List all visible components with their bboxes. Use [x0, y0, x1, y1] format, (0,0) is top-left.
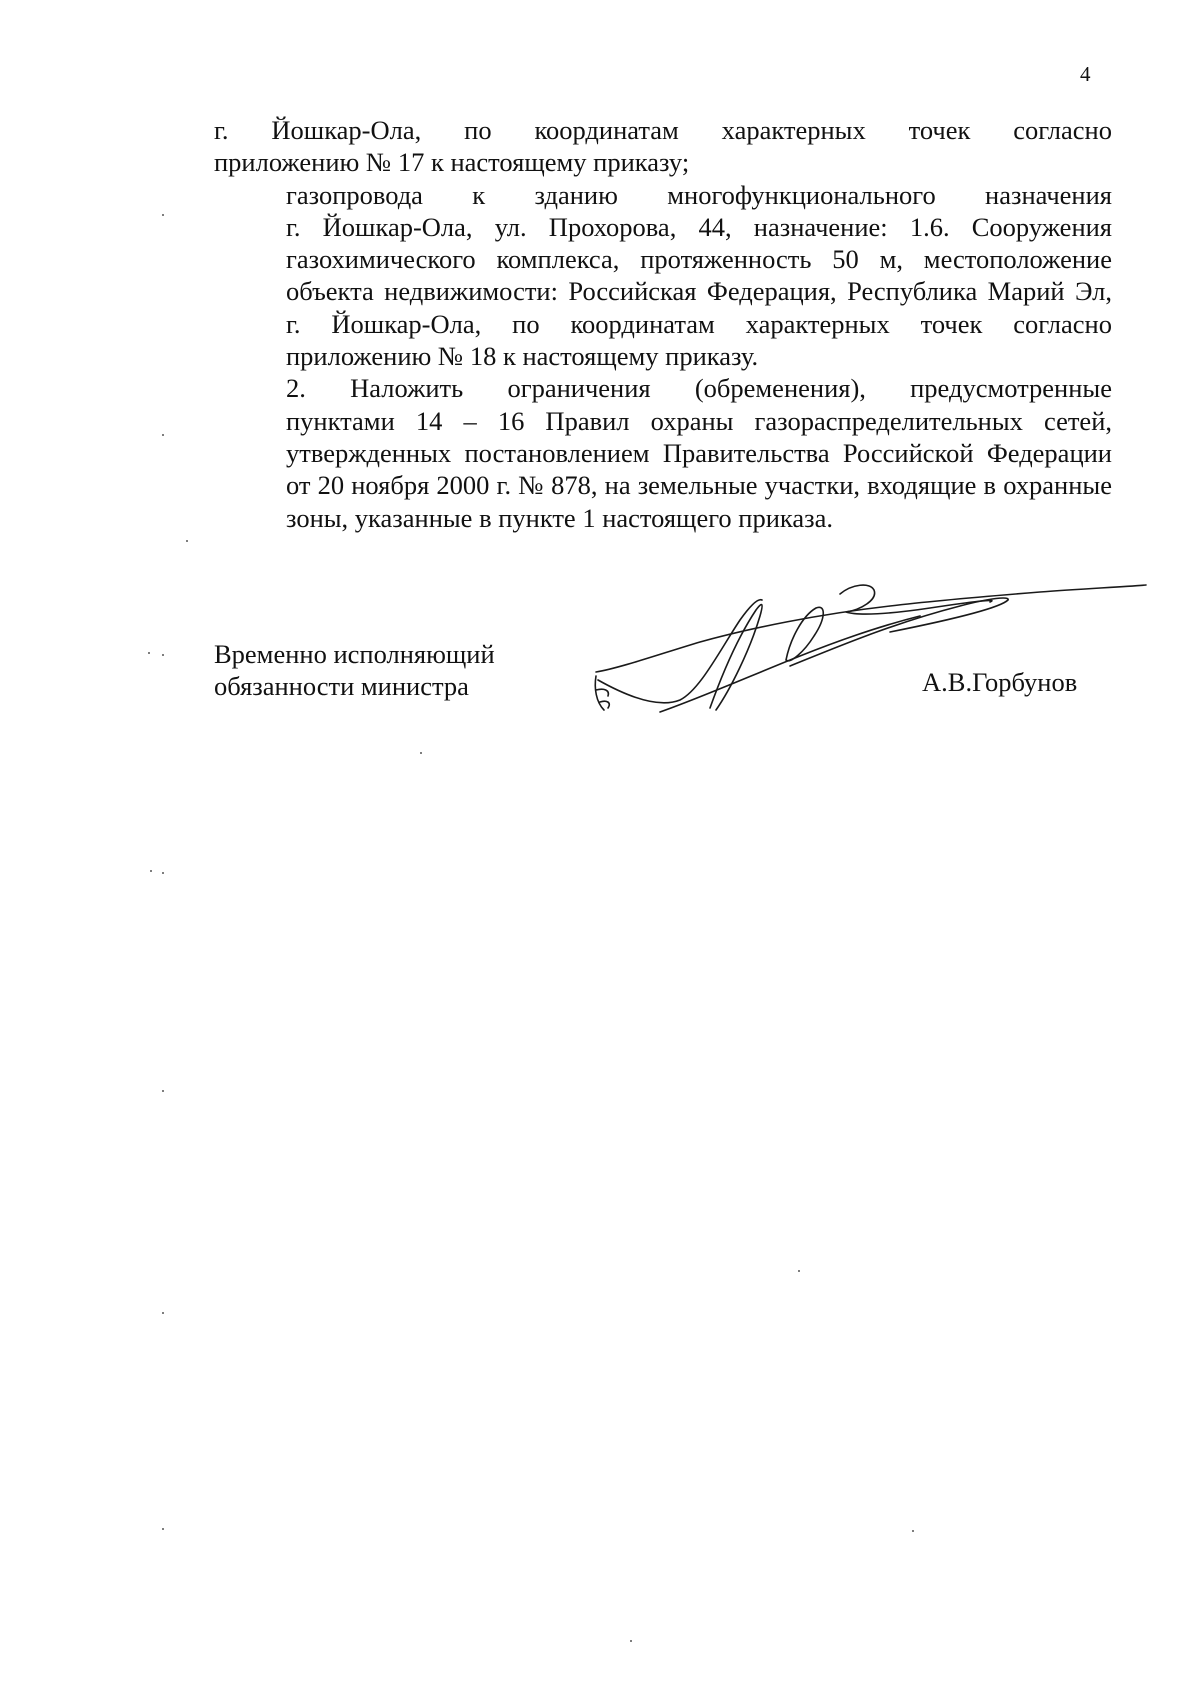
scan-speck — [162, 872, 164, 874]
scan-speck — [420, 752, 422, 754]
paragraph-item-2 — [214, 372, 1112, 533]
scan-speck — [798, 1270, 800, 1272]
text-line: зоны, указанные в пункте 1 настоящего приказа. — [286, 502, 834, 533]
text-line: приложению № 17 к настоящему приказу; — [214, 147, 690, 178]
text-line: газохимического комплекса, протяженность 50 м, местоположение — [286, 244, 1112, 275]
scan-speck — [186, 540, 188, 542]
page-number: 4 — [1080, 62, 1091, 86]
scan-speck — [162, 654, 164, 656]
paragraph-continuation — [214, 114, 1112, 179]
scan-speck — [162, 214, 164, 216]
text-line: г. Йошкар-Ола, по координатам характерных точек согласно — [286, 308, 1112, 339]
text-line: 2. Наложить ограничения (обременения), предусмотренные — [286, 373, 1112, 404]
scan-speck — [162, 1528, 164, 1530]
scan-speck — [162, 434, 164, 436]
position-line-1: Временно исполняющий — [214, 639, 495, 669]
text-line: приложению № 18 к настоящему приказу. — [286, 341, 759, 372]
text-line: от 20 ноября 2000 г. № 878, на земельные участки, входящие в охранные — [286, 470, 1112, 501]
scan-speck — [148, 652, 150, 654]
scan-speck — [150, 870, 152, 872]
text-line: пунктами 14 – 16 Правил охраны газораспределительных сетей, — [286, 405, 1112, 436]
text-line: газопровода к зданию многофункционального назначения — [286, 179, 1112, 210]
document-body — [214, 114, 1112, 534]
scan-speck — [630, 1640, 632, 1642]
scan-speck — [162, 1090, 164, 1092]
text-line: утвержденных постановлением Правительства Российской Федерации — [286, 437, 1112, 468]
signer-name: А.В.Горбунов — [922, 667, 1078, 697]
paragraph-gas-pipeline — [214, 179, 1112, 373]
scan-speck — [162, 1312, 164, 1314]
text-line: объекта недвижимости: Российская Федерация, Республика Марий Эл, — [286, 276, 1112, 307]
text-line: г. Йошкар-Ола, ул. Прохорова, 44, назначение: 1.6. Сооружения — [286, 211, 1112, 242]
position-line-2: обязанности министра — [214, 671, 469, 702]
text-line: г. Йошкар-Ола, по координатам характерных точек согласно — [214, 115, 1112, 145]
signatory-position — [214, 638, 495, 703]
scan-speck — [912, 1530, 914, 1532]
